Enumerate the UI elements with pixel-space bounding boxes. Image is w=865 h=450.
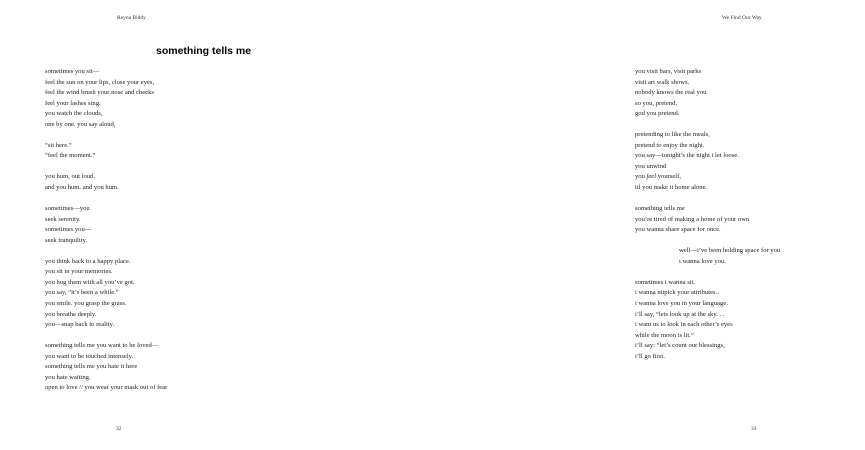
- poem-line: something tells me you hate it here: [45, 363, 138, 371]
- poem-line: i’ll go first.: [635, 352, 665, 360]
- poem-line: you say, “it’s been a while.”: [45, 289, 119, 297]
- poem-line: sometimes—you: [45, 205, 90, 213]
- poem-line: god you pretend.: [635, 110, 680, 118]
- stanza: [45, 341, 255, 394]
- poem-line: i’ll say: “let’s count our blessings,: [635, 342, 725, 350]
- poem-line: something tells me: [635, 205, 685, 213]
- poem-line: so you, pretend.: [635, 99, 678, 107]
- right-page-number: 33: [751, 426, 757, 432]
- poem-line: i wanna love you.: [679, 257, 726, 265]
- poem-line: you feel yourself,: [635, 173, 681, 181]
- poem-line: you smile. you grasp the grass.: [45, 300, 127, 308]
- poem-line: nobody knows the real you: [635, 89, 707, 97]
- poem-line: seek tranquility.: [45, 236, 88, 244]
- right-running-head: We Find Our Way: [722, 15, 762, 21]
- poem-line: “sit here.”: [45, 141, 72, 149]
- poem-line: i wanna nitpick your attributes..: [635, 289, 719, 297]
- poem-line: you watch the clouds,: [45, 110, 103, 118]
- poem-line: you visit bars, visit parks: [635, 68, 702, 75]
- poem-line: you sit in your memories.: [45, 268, 113, 276]
- stanza: [635, 130, 865, 193]
- left-page-number: 32: [116, 426, 122, 432]
- poem-line: i’ll say, “lets look up at the sky. . .: [635, 310, 725, 318]
- stanza: [635, 246, 865, 267]
- poem-line: pretend to enjoy the night.: [635, 141, 705, 149]
- poem-line: you think back to a happy place.: [45, 257, 131, 265]
- poem-line: you hum, out loud.: [45, 173, 96, 181]
- stanza: [45, 67, 255, 130]
- poem-line: sometimes you sit—: [45, 68, 100, 75]
- poem-line: you’re tired of making a home of your own: [635, 215, 750, 223]
- poem-line: you breathe deeply.: [45, 310, 97, 318]
- emphasis: feel: [646, 173, 657, 181]
- stanza: [635, 278, 865, 362]
- poem-line: “feel the moment.”: [45, 152, 96, 160]
- poem-line: feel the wind brush your nose and cheeks: [45, 89, 154, 97]
- right-page: [300, 0, 781, 450]
- poem-line: you hate waiting.: [45, 373, 91, 381]
- stanza: [45, 257, 255, 331]
- poem-line: visit art walk shows.: [635, 78, 690, 86]
- poem-line: pretending to like the meals,: [635, 131, 710, 139]
- poem-line: i wanna love you in your language.: [635, 300, 728, 308]
- poem-line: sometimes you—: [45, 226, 92, 234]
- poem-line: feel your lashes sing.: [45, 99, 101, 107]
- poem-line: open to love // you wear your mask out of fear: [45, 384, 168, 392]
- poem-line: you say—tonight’s the night i let loose.: [635, 152, 739, 160]
- poem-line: feel the sun on your lips, close your eyes,: [45, 78, 155, 86]
- stanza: [45, 204, 255, 246]
- stanza: [45, 141, 255, 162]
- stanza: [635, 204, 865, 236]
- poem-line: seek serenity.: [45, 215, 81, 223]
- right-poem-text: [635, 67, 865, 373]
- left-page: [0, 0, 300, 450]
- poem-title: something tells me: [156, 45, 252, 57]
- stanza: [45, 172, 255, 193]
- poem-line: you hug them with all you’ve got.: [45, 278, 135, 286]
- poem-line: and you hum. and you hum.: [45, 184, 119, 192]
- left-poem-text: [45, 67, 255, 405]
- poem-line: something tells me you want to be loved—: [45, 342, 159, 350]
- poem-line: you want to be touched intensely.: [45, 352, 134, 360]
- poem-line: sometimes i wanna sit.: [635, 278, 696, 286]
- poem-line: one by one. you say aloud,: [45, 120, 116, 128]
- poem-line: you—snap back to reality.: [45, 321, 115, 329]
- poem-line: well—i’ve been holding space for you: [679, 247, 781, 255]
- poem-line: while the moon is lit.”: [635, 331, 694, 339]
- poem-line: til you make it home alone.: [635, 184, 708, 192]
- left-running-head: Reyna Biddy: [117, 15, 146, 21]
- poem-line: i want us to look in each other’s eyes: [635, 321, 733, 329]
- stanza: [635, 67, 865, 120]
- poem-line: you wanna share space for once.: [635, 226, 721, 234]
- poem-line: you unwind: [635, 162, 667, 170]
